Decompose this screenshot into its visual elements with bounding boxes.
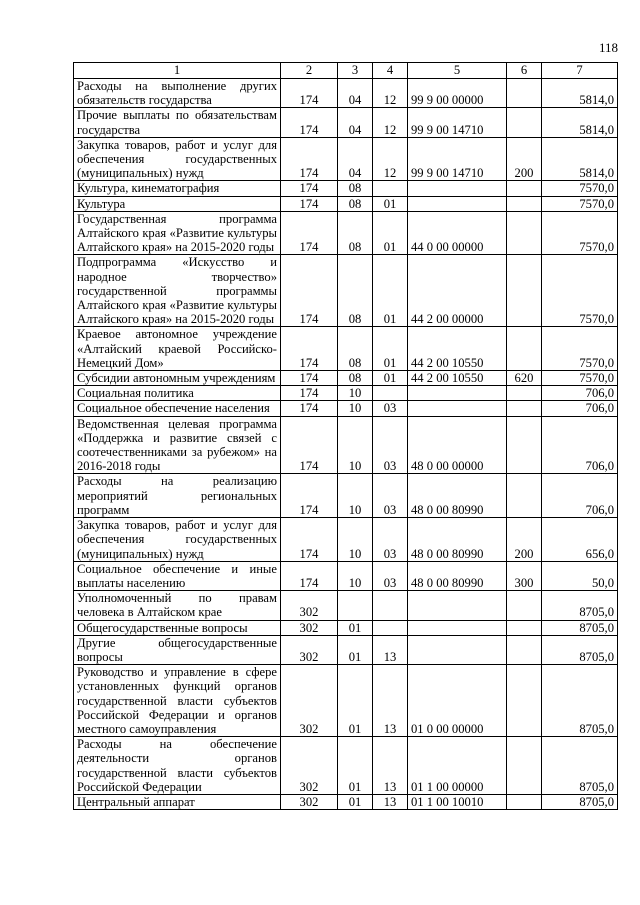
- table-header-row: [74, 63, 618, 79]
- admin-code-cell: 174: [281, 561, 338, 590]
- row-name-cell: Закупка товаров, работ и услуг для обеспечения государственных (муниципальных) нужд: [74, 518, 281, 562]
- target-article-cell: [408, 196, 507, 211]
- amount-cell: 5814,0: [542, 137, 618, 181]
- subsection-code-cell: 13: [373, 737, 408, 795]
- admin-code-cell: 174: [281, 79, 338, 108]
- expense-type-cell: [507, 416, 542, 474]
- admin-code-cell: 174: [281, 196, 338, 211]
- admin-code-cell: 174: [281, 371, 338, 386]
- subsection-code-cell: [373, 181, 408, 196]
- amount-cell: 8705,0: [542, 591, 618, 620]
- row-name-cell: Подпрограмма «Искусство и народное творчество» государственной программы Алтайского края «Развитие культуры Алтайского края» на 2015-2020 годы: [74, 255, 281, 327]
- expense-type-cell: [507, 620, 542, 635]
- expense-type-cell: [507, 591, 542, 620]
- admin-code-cell: 174: [281, 416, 338, 474]
- subsection-code-cell: 01: [373, 327, 408, 371]
- amount-cell: 656,0: [542, 518, 618, 562]
- section-code-cell: 08: [338, 371, 373, 386]
- section-code-cell: 01: [338, 794, 373, 809]
- table-row: [74, 255, 618, 327]
- amount-cell: 7570,0: [542, 255, 618, 327]
- admin-code-cell: 302: [281, 737, 338, 795]
- row-name-cell: Государственная программа Алтайского края «Развитие культуры Алтайского края» на 2015-2020 годы: [74, 211, 281, 255]
- row-name-cell: Другие общегосударственные вопросы: [74, 635, 281, 664]
- row-name-cell: Субсидии автономным учреждениям: [74, 371, 281, 386]
- row-name-cell: Центральный аппарат: [74, 794, 281, 809]
- subsection-code-cell: 12: [373, 137, 408, 181]
- amount-cell: 7570,0: [542, 196, 618, 211]
- admin-code-cell: 174: [281, 108, 338, 137]
- section-code-cell: 10: [338, 416, 373, 474]
- expense-type-cell: [507, 211, 542, 255]
- row-name-cell: Культура, кинематография: [74, 181, 281, 196]
- table-row: [74, 196, 618, 211]
- section-code-cell: 01: [338, 635, 373, 664]
- admin-code-cell: 174: [281, 255, 338, 327]
- admin-code-cell: 302: [281, 620, 338, 635]
- header-cell: 5: [408, 63, 507, 79]
- admin-code-cell: 174: [281, 211, 338, 255]
- target-article-cell: 48 0 00 80990: [408, 518, 507, 562]
- section-code-cell: 01: [338, 737, 373, 795]
- section-code-cell: 10: [338, 386, 373, 401]
- table-row: [74, 211, 618, 255]
- amount-cell: 50,0: [542, 561, 618, 590]
- row-name-cell: Расходы на реализацию мероприятий региональных программ: [74, 474, 281, 518]
- table-row: [74, 327, 618, 371]
- section-code-cell: [338, 591, 373, 620]
- row-name-cell: Расходы на выполнение других обязательств государства: [74, 79, 281, 108]
- row-name-cell: Социальное обеспечение населения: [74, 401, 281, 416]
- row-name-cell: Социальное обеспечение и иные выплаты населению: [74, 561, 281, 590]
- row-name-cell: Ведомственная целевая программа «Поддержка и развитие связей с соотечественниками за рубежом» на 2016-2018 годы: [74, 416, 281, 474]
- expense-type-cell: 200: [507, 518, 542, 562]
- header-cell: 2: [281, 63, 338, 79]
- expense-type-cell: [507, 665, 542, 737]
- target-article-cell: 99 9 00 14710: [408, 108, 507, 137]
- expense-type-cell: [507, 255, 542, 327]
- section-code-cell: 08: [338, 327, 373, 371]
- admin-code-cell: 174: [281, 401, 338, 416]
- table-row: [74, 474, 618, 518]
- subsection-code-cell: 03: [373, 416, 408, 474]
- admin-code-cell: 174: [281, 181, 338, 196]
- target-article-cell: [408, 635, 507, 664]
- row-name-cell: Общегосударственные вопросы: [74, 620, 281, 635]
- admin-code-cell: 302: [281, 635, 338, 664]
- section-code-cell: 10: [338, 561, 373, 590]
- amount-cell: 7570,0: [542, 371, 618, 386]
- subsection-code-cell: 13: [373, 635, 408, 664]
- table-row: [74, 386, 618, 401]
- amount-cell: 706,0: [542, 386, 618, 401]
- expense-type-cell: [507, 794, 542, 809]
- table-row: [74, 518, 618, 562]
- table-row: [74, 79, 618, 108]
- table-row: [74, 794, 618, 809]
- section-code-cell: 08: [338, 211, 373, 255]
- header-cell: 3: [338, 63, 373, 79]
- target-article-cell: 01 1 00 00000: [408, 737, 507, 795]
- row-name-cell: Культура: [74, 196, 281, 211]
- subsection-code-cell: 01: [373, 371, 408, 386]
- amount-cell: 706,0: [542, 416, 618, 474]
- target-article-cell: 01 0 00 00000: [408, 665, 507, 737]
- expense-type-cell: [507, 327, 542, 371]
- table-row: [74, 401, 618, 416]
- header-cell: 1: [74, 63, 281, 79]
- amount-cell: 8705,0: [542, 620, 618, 635]
- section-code-cell: 10: [338, 518, 373, 562]
- subsection-code-cell: 12: [373, 79, 408, 108]
- target-article-cell: 44 0 00 00000: [408, 211, 507, 255]
- expense-type-cell: [507, 737, 542, 795]
- target-article-cell: 48 0 00 80990: [408, 561, 507, 590]
- section-code-cell: 04: [338, 108, 373, 137]
- header-cell: 4: [373, 63, 408, 79]
- expense-type-cell: [507, 196, 542, 211]
- admin-code-cell: 174: [281, 518, 338, 562]
- amount-cell: 8705,0: [542, 665, 618, 737]
- row-name-cell: Краевое автономное учреждение «Алтайский краевой Российско-Немецкий Дом»: [74, 327, 281, 371]
- expense-type-cell: [507, 181, 542, 196]
- table-row: [74, 181, 618, 196]
- admin-code-cell: 302: [281, 591, 338, 620]
- admin-code-cell: 174: [281, 327, 338, 371]
- admin-code-cell: 174: [281, 474, 338, 518]
- table-row: [74, 108, 618, 137]
- table-row: [74, 620, 618, 635]
- target-article-cell: 01 1 00 10010: [408, 794, 507, 809]
- subsection-code-cell: 12: [373, 108, 408, 137]
- subsection-code-cell: 03: [373, 401, 408, 416]
- row-name-cell: Социальная политика: [74, 386, 281, 401]
- table-row: [74, 371, 618, 386]
- admin-code-cell: 302: [281, 665, 338, 737]
- section-code-cell: 08: [338, 255, 373, 327]
- target-article-cell: 44 2 00 10550: [408, 371, 507, 386]
- admin-code-cell: 174: [281, 137, 338, 181]
- target-article-cell: 99 9 00 00000: [408, 79, 507, 108]
- section-code-cell: 08: [338, 196, 373, 211]
- expense-type-cell: 620: [507, 371, 542, 386]
- row-name-cell: Расходы на обеспечение деятельности органов государственной власти субъектов Российской Федерации: [74, 737, 281, 795]
- amount-cell: 5814,0: [542, 79, 618, 108]
- row-name-cell: Уполномоченный по правам человека в Алтайском крае: [74, 591, 281, 620]
- subsection-code-cell: [373, 591, 408, 620]
- section-code-cell: 10: [338, 401, 373, 416]
- section-code-cell: 04: [338, 79, 373, 108]
- table-row: [74, 737, 618, 795]
- section-code-cell: 10: [338, 474, 373, 518]
- subsection-code-cell: [373, 620, 408, 635]
- amount-cell: 7570,0: [542, 211, 618, 255]
- target-article-cell: 44 2 00 00000: [408, 255, 507, 327]
- subsection-code-cell: 13: [373, 794, 408, 809]
- target-article-cell: [408, 386, 507, 401]
- admin-code-cell: 302: [281, 794, 338, 809]
- section-code-cell: 04: [338, 137, 373, 181]
- amount-cell: 5814,0: [542, 108, 618, 137]
- table-row: [74, 137, 618, 181]
- amount-cell: 8705,0: [542, 794, 618, 809]
- amount-cell: 706,0: [542, 401, 618, 416]
- target-article-cell: 48 0 00 80990: [408, 474, 507, 518]
- target-article-cell: [408, 591, 507, 620]
- amount-cell: 706,0: [542, 474, 618, 518]
- amount-cell: 8705,0: [542, 737, 618, 795]
- target-article-cell: [408, 401, 507, 416]
- expense-type-cell: [507, 401, 542, 416]
- expense-type-cell: [507, 79, 542, 108]
- expense-type-cell: [507, 108, 542, 137]
- table-row: [74, 561, 618, 590]
- section-code-cell: 08: [338, 181, 373, 196]
- page-number: 118: [598, 40, 618, 55]
- amount-cell: 7570,0: [542, 181, 618, 196]
- expense-type-cell: 300: [507, 561, 542, 590]
- expense-type-cell: [507, 635, 542, 664]
- subsection-code-cell: 03: [373, 474, 408, 518]
- subsection-code-cell: 13: [373, 665, 408, 737]
- row-name-cell: Прочие выплаты по обязательствам государства: [74, 108, 281, 137]
- subsection-code-cell: [373, 386, 408, 401]
- target-article-cell: 99 9 00 14710: [408, 137, 507, 181]
- table-row: [74, 416, 618, 474]
- expense-type-cell: [507, 386, 542, 401]
- table-body: [74, 79, 618, 810]
- budget-table: [73, 62, 618, 810]
- target-article-cell: 44 2 00 10550: [408, 327, 507, 371]
- admin-code-cell: 174: [281, 386, 338, 401]
- subsection-code-cell: 01: [373, 211, 408, 255]
- header-cell: 6: [507, 63, 542, 79]
- subsection-code-cell: 03: [373, 518, 408, 562]
- expense-type-cell: 200: [507, 137, 542, 181]
- row-name-cell: Руководство и управление в сфере установленных функций органов государственной власти субъектов Российской Федерации и органов местного самоуправления: [74, 665, 281, 737]
- amount-cell: 8705,0: [542, 635, 618, 664]
- row-name-cell: Закупка товаров, работ и услуг для обеспечения государственных (муниципальных) нужд: [74, 137, 281, 181]
- table-row: [74, 635, 618, 664]
- table-row: [74, 665, 618, 737]
- header-cell: 7: [542, 63, 618, 79]
- section-code-cell: 01: [338, 620, 373, 635]
- expense-type-cell: [507, 474, 542, 518]
- subsection-code-cell: 03: [373, 561, 408, 590]
- subsection-code-cell: 01: [373, 196, 408, 211]
- subsection-code-cell: 01: [373, 255, 408, 327]
- table-row: [74, 591, 618, 620]
- target-article-cell: [408, 620, 507, 635]
- amount-cell: 7570,0: [542, 327, 618, 371]
- target-article-cell: [408, 181, 507, 196]
- target-article-cell: 48 0 00 00000: [408, 416, 507, 474]
- section-code-cell: 01: [338, 665, 373, 737]
